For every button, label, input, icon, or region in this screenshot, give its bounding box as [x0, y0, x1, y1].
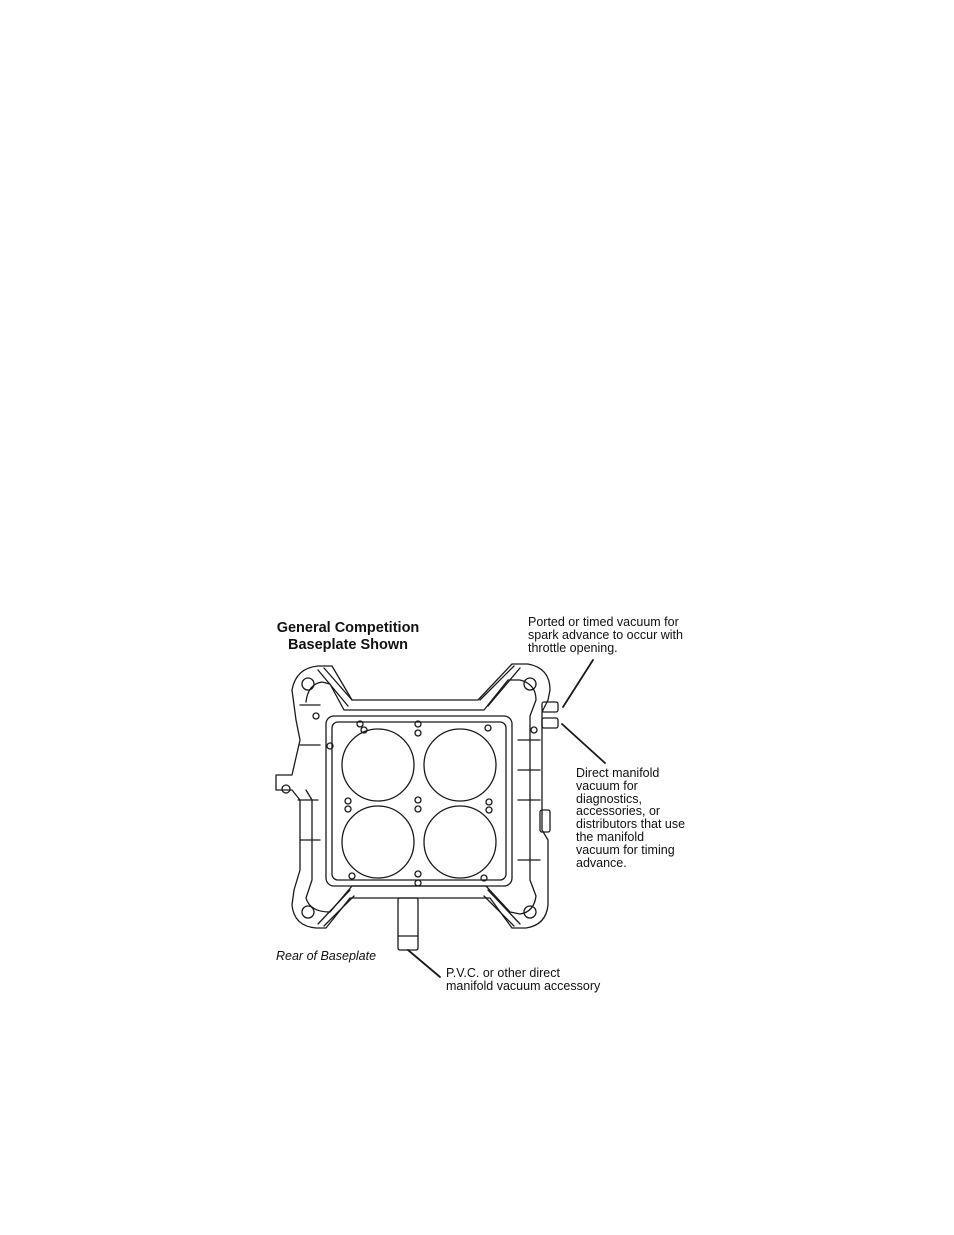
pvc-port-nipple [398, 898, 418, 950]
callout-line: spark advance to occur with [528, 627, 683, 642]
leader-ported [563, 660, 593, 707]
mount-hole-bottom-left [302, 906, 314, 918]
leader-pvc [408, 950, 440, 977]
callout-line: throttle opening. [528, 640, 618, 655]
callout-line: the manifold [576, 829, 645, 844]
title-line-1: General Competition [276, 620, 420, 636]
rear-of-baseplate-label: Rear of Baseplate [276, 949, 377, 963]
callout-line: manifold vacuum accessory [446, 978, 601, 993]
direct-vacuum-nipple [542, 718, 558, 728]
baseplate-inner-outline [306, 680, 536, 914]
callout-line: vacuum for timing [576, 842, 675, 857]
leader-direct [562, 724, 605, 763]
callout-line: accessories, or [576, 804, 661, 819]
baseplate-outer-outline [276, 664, 550, 928]
throttle-bore-rear-right [424, 806, 496, 878]
throttle-bore-front-left [342, 729, 414, 801]
callout-line: diagnostics, [576, 791, 643, 806]
throttle-bore-rear-left [342, 806, 414, 878]
title-line-2: Baseplate Shown [287, 637, 409, 653]
callout-line: distributors that use [576, 817, 686, 832]
callout-line: advance. [576, 855, 627, 870]
throttle-body-frame [326, 716, 512, 886]
mount-hole-top-left [302, 678, 314, 690]
throttle-bore-front-right [424, 729, 496, 801]
callout-line: Direct manifold [576, 766, 660, 780]
mount-hole-top-right [524, 678, 536, 690]
callout-line: Ported or timed vacuum for [528, 615, 679, 629]
callout-line: vacuum for [576, 778, 638, 793]
callout-line: P.V.C. or other direct [446, 966, 560, 980]
